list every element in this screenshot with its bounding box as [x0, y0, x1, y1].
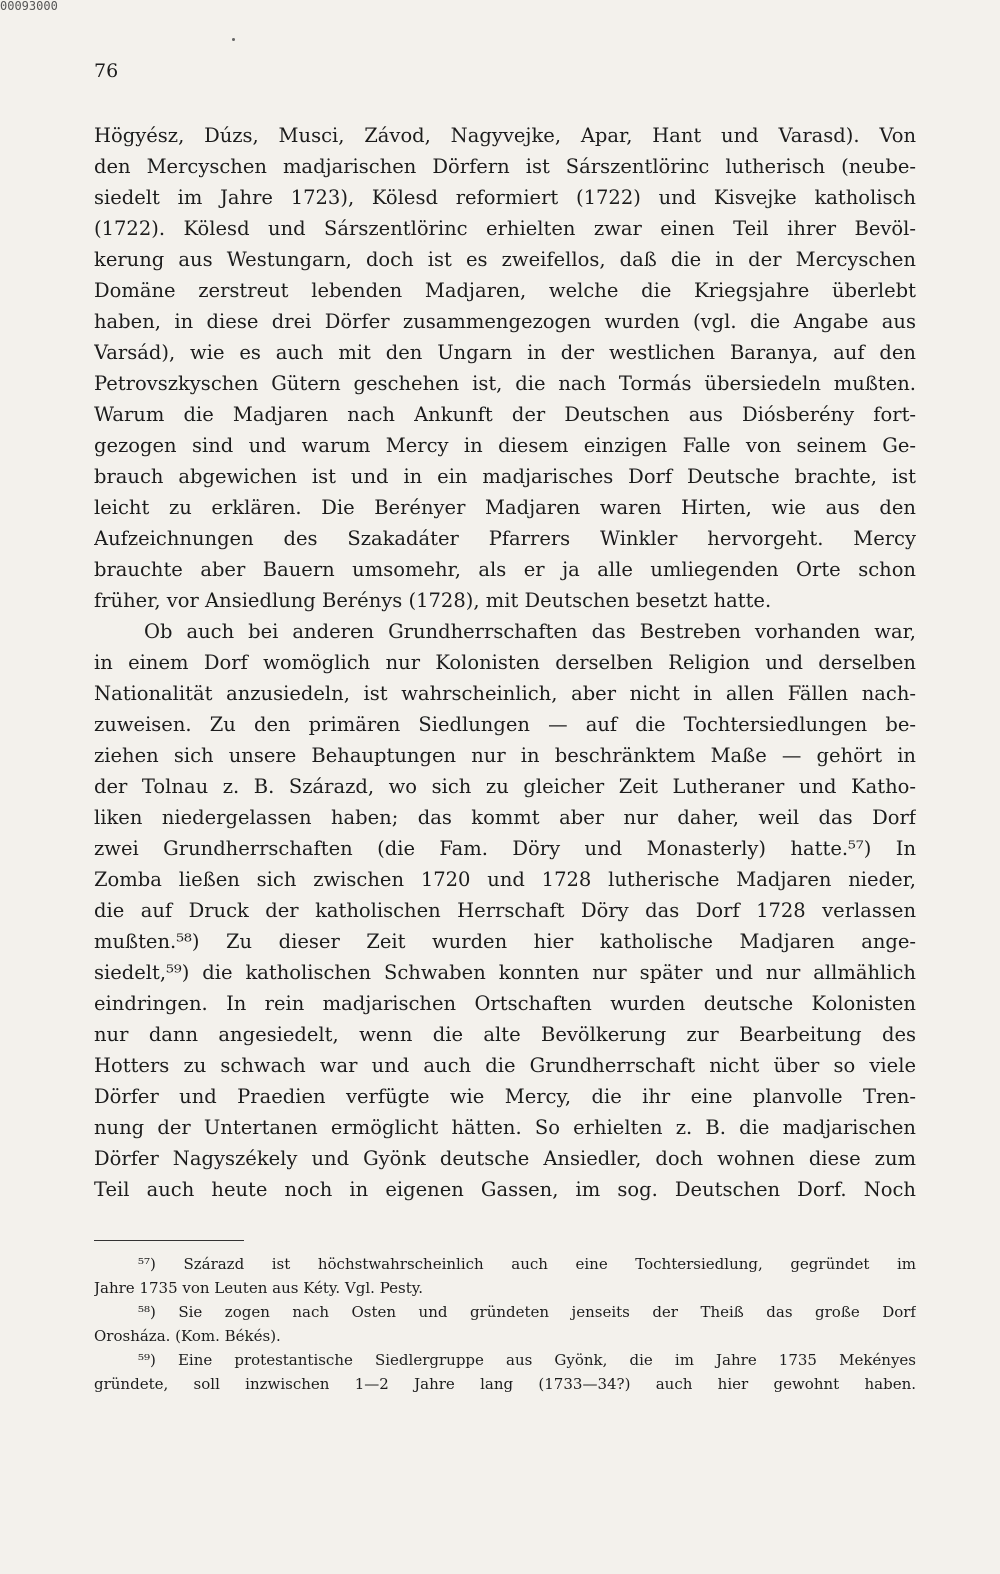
text-line: siedelt im Jahre 1723), Kölesd reformiert (1722) und Kisvejke katholisch — [94, 186, 916, 209]
paragraph-1 — [94, 120, 916, 616]
text-line: Dörfer Nagyszékely und Gyönk deutsche Ansiedler, doch wohnen diese zum — [94, 1147, 916, 1170]
footnote-58 — [94, 1300, 916, 1348]
scan-id-mark: 00093000 — [0, 0, 58, 13]
footnote-57 — [94, 1252, 916, 1300]
footnote-line: ⁵⁷) Szárazd ist höchstwahrscheinlich auch eine Tochtersiedlung, gegründet im — [138, 1255, 916, 1273]
text-line: ziehen sich unsere Behauptungen nur in beschränktem Maße — gehört in — [94, 744, 916, 767]
text-line: siedelt,⁵⁹) die katholischen Schwaben konnten nur später und nur allmählich — [94, 961, 916, 984]
text-line: früher, vor Ansiedlung Berénys (1728), mit Deutschen besetzt hatte. — [94, 589, 772, 612]
footnote-line: Orosháza. (Kom. Békés). — [94, 1327, 281, 1345]
text-line: eindringen. In rein madjarischen Ortschaften wurden deutsche Kolonisten — [94, 992, 916, 1015]
paragraph-2 — [94, 616, 916, 1205]
text-line: Hotters zu schwach war und auch die Grundherrschaft nicht über so viele — [94, 1054, 916, 1077]
text-line: die auf Druck der katholischen Herrschaft Döry das Dorf 1728 verlassen — [94, 899, 916, 922]
text-line: zuweisen. Zu den primären Siedlungen — auf die Tochtersiedlungen be- — [94, 713, 916, 736]
text-line: gezogen sind und warum Mercy in diesem einzigen Falle von seinem Ge- — [94, 434, 916, 457]
text-line: Ob auch bei anderen Grundherrschaften das Bestreben vorhanden war, — [144, 620, 916, 643]
text-line: liken niedergelassen haben; das kommt aber nur daher, weil das Dorf — [94, 806, 916, 829]
text-line: zwei Grundherrschaften (die Fam. Döry und Monasterly) hatte.⁵⁷) In — [94, 837, 916, 860]
main-text — [94, 120, 916, 1205]
page-number: 76 — [94, 60, 119, 82]
text-line: brauch abgewichen ist und in ein madjarisches Dorf Deutsche brachte, ist — [94, 465, 916, 488]
text-line: mußten.⁵⁸) Zu dieser Zeit wurden hier katholische Madjaren ange- — [94, 930, 916, 953]
footnote-line: Jahre 1735 von Leuten aus Kéty. Vgl. Pesty. — [94, 1279, 423, 1297]
footnotes — [94, 1252, 916, 1396]
text-line: Nationalität anzusiedeln, ist wahrscheinlich, aber nicht in allen Fällen nach- — [94, 682, 916, 705]
text-line: Teil auch heute noch in eigenen Gassen, im sog. Deutschen Dorf. Noch — [94, 1178, 916, 1201]
text-line: (1722). Kölesd und Sárszentlörinc erhielten zwar einen Teil ihrer Bevöl- — [94, 217, 916, 240]
footnote-divider — [94, 1240, 244, 1241]
text-line: kerung aus Westungarn, doch ist es zweifellos, daß die in der Mercyschen — [94, 248, 916, 271]
text-line: Petrovszkyschen Gütern geschehen ist, die nach Tormás übersiedeln mußten. — [94, 372, 916, 395]
text-line: Dörfer und Praedien verfügte wie Mercy, die ihr eine planvolle Tren- — [94, 1085, 916, 1108]
scan-speck — [232, 38, 235, 41]
text-line: Aufzeichnungen des Szakadáter Pfarrers Winkler hervorgeht. Mercy — [94, 527, 916, 550]
footnote-line: ⁵⁸) Sie zogen nach Osten und gründeten jenseits der Theiß das große Dorf — [138, 1303, 916, 1321]
text-line: Högyész, Dúzs, Musci, Závod, Nagyvejke, Apar, Hant und Varasd). Von — [94, 124, 916, 147]
text-line: der Tolnau z. B. Szárazd, wo sich zu gleicher Zeit Lutheraner und Katho- — [94, 775, 916, 798]
text-line: nur dann angesiedelt, wenn die alte Bevölkerung zur Bearbeitung des — [94, 1023, 916, 1046]
text-line: Warum die Madjaren nach Ankunft der Deutschen aus Diósberény fort- — [94, 403, 916, 426]
text-line: brauchte aber Bauern umsomehr, als er ja alle umliegenden Orte schon — [94, 558, 916, 581]
text-line: Domäne zerstreut lebenden Madjaren, welche die Kriegsjahre überlebt — [94, 279, 916, 302]
text-line: Zomba ließen sich zwischen 1720 und 1728 lutherische Madjaren nieder, — [94, 868, 916, 891]
footnote-line: gründete, soll inzwischen 1—2 Jahre lang (1733—34?) auch hier gewohnt haben. — [94, 1375, 916, 1393]
text-line: Varsád), wie es auch mit den Ungarn in der westlichen Baranya, auf den — [94, 341, 916, 364]
text-line: in einem Dorf womöglich nur Kolonisten derselben Religion und derselben — [94, 651, 916, 674]
text-line: nung der Untertanen ermöglicht hätten. So erhielten z. B. die madjarischen — [94, 1116, 916, 1139]
text-line: leicht zu erklären. Die Berényer Madjaren waren Hirten, wie aus den — [94, 496, 916, 519]
footnote-59 — [94, 1348, 916, 1396]
text-line: den Mercyschen madjarischen Dörfern ist Sárszentlörinc lutherisch (neube- — [94, 155, 916, 178]
text-line: haben, in diese drei Dörfer zusammengezogen wurden (vgl. die Angabe aus — [94, 310, 916, 333]
footnote-line: ⁵⁹) Eine protestantische Siedlergruppe aus Gyönk, die im Jahre 1735 Mekényes — [138, 1351, 916, 1369]
